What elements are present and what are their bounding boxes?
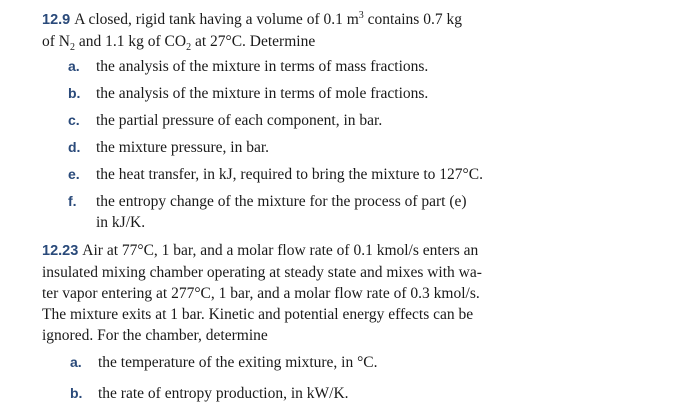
statement-text: Air at 77°C, 1 bar, and a molar flow rate of 0.1 kmol/s enters an <box>82 242 479 259</box>
part-text: the mixture pressure, in bar. <box>96 139 270 156</box>
part-d <box>68 137 522 158</box>
part-text: the partial pressure of each component, in bar. <box>96 112 383 129</box>
part-text-line-1: the entropy change of the mixture for the process of part (e) <box>96 193 467 210</box>
part-c <box>68 110 522 131</box>
subscript: 2 <box>186 42 192 54</box>
part-letter: f. <box>68 193 77 209</box>
part-text: the temperature of the exiting mixture, in °C. <box>98 354 378 371</box>
statement-line-2 <box>42 31 522 52</box>
statement-line-2: insulated mixing chamber operating at steady state and mixes with wa- <box>42 264 482 281</box>
part-text-line-2: in kJ/K. <box>96 214 146 231</box>
part-letter: e. <box>68 166 80 182</box>
part-text: the analysis of the mixture in terms of mole fractions. <box>96 85 429 102</box>
statement-text: of N <box>42 33 70 50</box>
subscript: 2 <box>69 42 75 54</box>
part-f <box>68 191 522 233</box>
part-letter: b. <box>70 385 83 401</box>
part-a <box>70 352 516 373</box>
statement-text: contains 0.7 kg <box>363 11 462 28</box>
part-a <box>68 56 522 77</box>
problem-number: 12.23 <box>42 243 79 259</box>
problem-12-9 <box>42 9 522 239</box>
statement-line-4: The mixture exits at 1 bar. Kinetic and potential energy effects can be <box>42 306 474 323</box>
statement-line-3: ter vapor entering at 277°C, 1 bar, and a molar flow rate of 0.3 kmol/s. <box>42 285 480 302</box>
part-e <box>68 164 522 185</box>
part-text: the heat transfer, in kJ, required to bring the mixture to 127°C. <box>96 166 483 183</box>
statement-text: A closed, rigid tank having a volume of 0.1 m <box>74 11 359 28</box>
statement-text: at 27°C. Determine <box>191 33 316 50</box>
problem-12-23 <box>42 240 516 414</box>
statement-text: and 1.1 kg of CO <box>74 33 187 50</box>
problem-12-23-statement <box>42 240 516 346</box>
statement-line-5: ignored. For the chamber, determine <box>42 327 268 344</box>
part-letter: b. <box>68 85 81 101</box>
part-b <box>70 383 516 404</box>
statement-line-1 <box>42 240 516 262</box>
part-letter: a. <box>70 354 82 370</box>
problem-12-9-statement <box>42 9 522 52</box>
part-letter: d. <box>68 139 81 155</box>
part-letter: c. <box>68 112 80 128</box>
problem-12-9-parts <box>68 56 522 233</box>
superscript: 3 <box>358 9 364 21</box>
part-letter: a. <box>68 58 80 74</box>
problem-number: 12.9 <box>42 12 71 28</box>
part-text: the rate of entropy production, in kW/K. <box>98 385 349 402</box>
part-text: the analysis of the mixture in terms of mass fractions. <box>96 58 429 75</box>
problem-12-23-parts <box>70 352 516 404</box>
statement-line-1 <box>42 9 522 31</box>
part-b <box>68 83 522 104</box>
